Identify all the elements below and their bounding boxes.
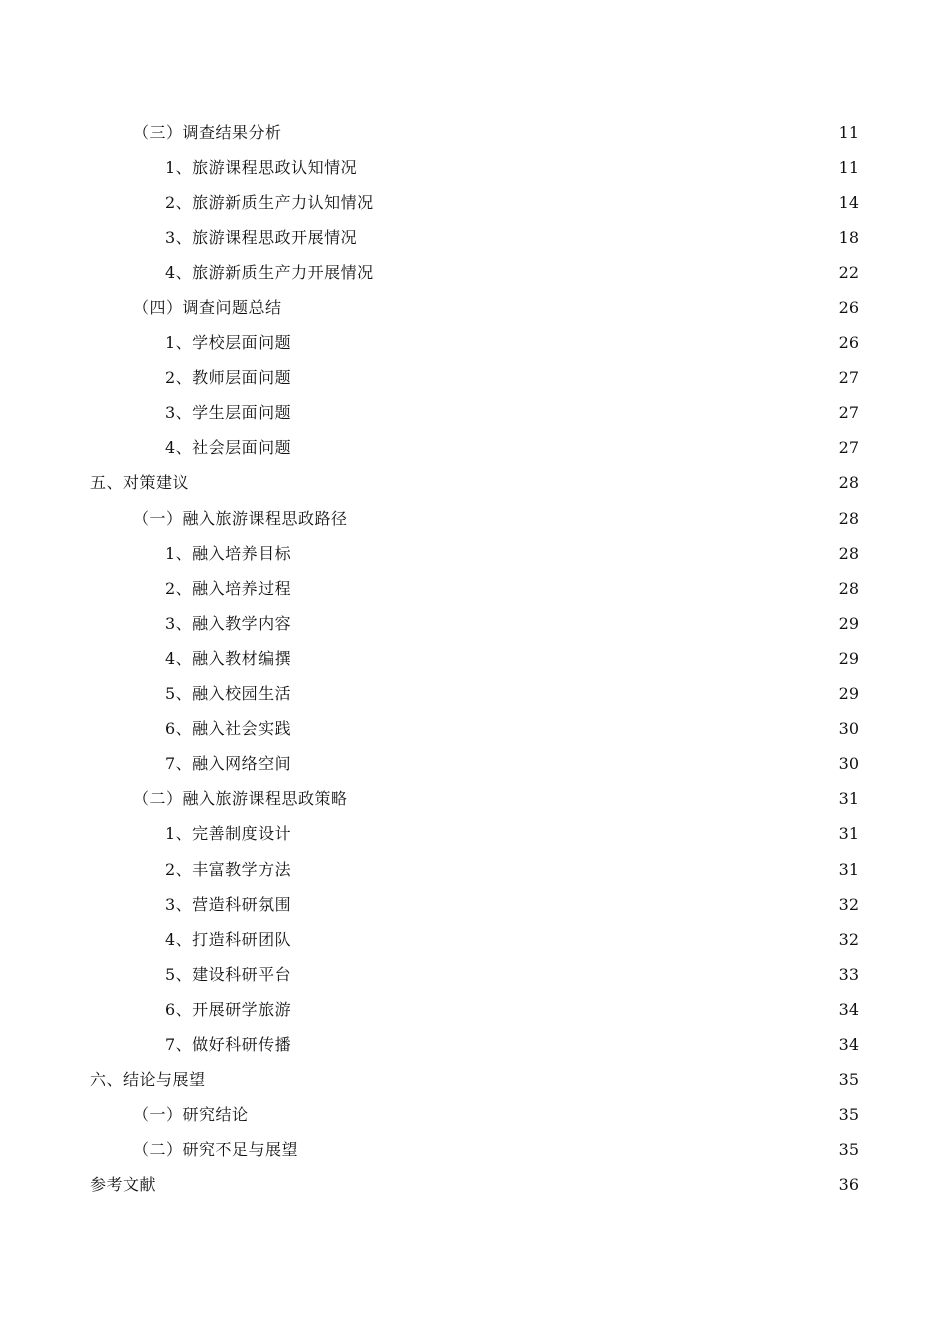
toc-entry[interactable] (0, 185, 950, 220)
toc-entry-title: 4、旅游新质生产力开展情况 (165, 262, 374, 282)
toc-entry-title: 六、结论与展望 (90, 1070, 206, 1090)
table-of-contents (0, 115, 950, 1203)
dot-leader (212, 1070, 827, 1090)
toc-entry-title: 5、建设科研平台 (165, 964, 292, 984)
toc-entry-page-number: 32 (838, 894, 859, 914)
toc-entry[interactable] (0, 1168, 950, 1203)
toc-entry-title: 4、融入教材编撰 (165, 648, 292, 668)
toc-entry[interactable] (0, 1027, 950, 1062)
dot-leader (380, 263, 827, 283)
dot-leader (297, 403, 827, 423)
toc-entry-page-number: 31 (838, 824, 859, 844)
toc-entry-page-number: 33 (838, 964, 859, 984)
toc-entry[interactable] (0, 290, 950, 325)
toc-entry[interactable] (0, 1133, 950, 1168)
toc-entry[interactable] (0, 677, 950, 712)
dot-leader (297, 860, 827, 880)
toc-entry-title: 五、对策建议 (90, 473, 190, 493)
dot-leader (363, 158, 827, 178)
toc-entry[interactable] (0, 782, 950, 817)
toc-entry-page-number: 30 (838, 754, 859, 774)
toc-entry[interactable] (0, 1063, 950, 1098)
toc-entry-title: 3、融入教学内容 (165, 613, 292, 633)
toc-entry-page-number: 30 (838, 719, 859, 739)
dot-leader (162, 1175, 827, 1195)
toc-entry-page-number: 31 (838, 789, 859, 809)
dot-leader (297, 544, 827, 564)
toc-entry-title: 1、融入培养目标 (165, 543, 292, 563)
toc-entry-page-number: 11 (838, 157, 859, 177)
toc-entry-page-number: 22 (838, 262, 859, 282)
toc-entry-page-number: 34 (838, 1034, 859, 1054)
toc-entry-title: 3、学生层面问题 (165, 403, 292, 423)
dot-leader (297, 824, 827, 844)
toc-entry[interactable] (0, 220, 950, 255)
toc-entry-title: 6、开展研学旅游 (165, 999, 292, 1019)
toc-entry-page-number: 35 (838, 1140, 859, 1160)
toc-entry[interactable] (0, 255, 950, 290)
dot-leader (380, 193, 827, 213)
toc-entry[interactable] (0, 326, 950, 361)
toc-entry-title: 4、社会层面问题 (165, 438, 292, 458)
dot-leader (297, 649, 827, 669)
toc-entry[interactable] (0, 361, 950, 396)
toc-entry-page-number: 36 (838, 1175, 859, 1195)
toc-entry-title: 2、旅游新质生产力认知情况 (165, 192, 374, 212)
toc-entry[interactable] (0, 150, 950, 185)
toc-entry-title: （二）融入旅游课程思政策略 (133, 789, 348, 809)
toc-entry-page-number: 32 (838, 929, 859, 949)
toc-entry-page-number: 29 (838, 648, 859, 668)
dot-leader (288, 298, 827, 318)
toc-entry-title: 1、完善制度设计 (165, 824, 292, 844)
toc-entry[interactable] (0, 852, 950, 887)
toc-entry[interactable] (0, 606, 950, 641)
toc-entry-page-number: 11 (838, 122, 859, 142)
toc-entry-page-number: 28 (838, 473, 859, 493)
toc-entry-title: 1、旅游课程思政认知情况 (165, 157, 358, 177)
toc-entry[interactable] (0, 115, 950, 150)
toc-entry-title: 2、丰富教学方法 (165, 859, 292, 879)
toc-entry-title: 6、融入社会实践 (165, 719, 292, 739)
toc-entry-page-number: 26 (838, 298, 859, 318)
toc-entry-page-number: 34 (838, 999, 859, 1019)
toc-entry-title: 3、营造科研氛围 (165, 894, 292, 914)
toc-entry[interactable] (0, 536, 950, 571)
toc-entry-page-number: 31 (838, 859, 859, 879)
dot-leader (297, 579, 827, 599)
toc-entry-page-number: 28 (838, 578, 859, 598)
toc-entry-title: （一）研究结论 (133, 1105, 249, 1125)
toc-entry[interactable] (0, 887, 950, 922)
toc-entry[interactable] (0, 466, 950, 501)
toc-entry-title: 2、教师层面问题 (165, 368, 292, 388)
dot-leader (297, 333, 827, 353)
dot-leader (255, 1105, 827, 1125)
toc-entry-page-number: 18 (838, 227, 859, 247)
toc-entry[interactable] (0, 817, 950, 852)
dot-leader (195, 473, 827, 493)
toc-entry[interactable] (0, 641, 950, 676)
dot-leader (297, 368, 827, 388)
toc-entry-title: 5、融入校园生活 (165, 684, 292, 704)
toc-entry-page-number: 27 (838, 403, 859, 423)
toc-entry[interactable] (0, 957, 950, 992)
toc-entry-page-number: 35 (838, 1105, 859, 1125)
dot-leader (297, 438, 827, 458)
toc-entry-page-number: 26 (838, 333, 859, 353)
dot-leader (297, 614, 827, 634)
toc-entry-page-number: 28 (838, 543, 859, 563)
toc-entry-title: 2、融入培养过程 (165, 578, 292, 598)
dot-leader (363, 228, 827, 248)
toc-entry-title: （三）调查结果分析 (133, 122, 282, 142)
toc-entry-title: 3、旅游课程思政开展情况 (165, 227, 358, 247)
toc-entry-title: 4、打造科研团队 (165, 929, 292, 949)
toc-entry-page-number: 29 (838, 613, 859, 633)
dot-leader (297, 754, 827, 774)
toc-entry-title: 参考文献 (90, 1175, 157, 1195)
toc-entry-title: （一）融入旅游课程思政路径 (133, 508, 348, 528)
dot-leader (288, 123, 827, 143)
dot-leader (297, 895, 827, 915)
toc-entry-page-number: 27 (838, 368, 859, 388)
dot-leader (354, 509, 827, 529)
toc-entry-title: （二）研究不足与展望 (133, 1140, 299, 1160)
toc-entry-page-number: 29 (838, 684, 859, 704)
dot-leader (297, 719, 827, 739)
dot-leader (297, 1000, 827, 1020)
toc-entry-title: 1、学校层面问题 (165, 333, 292, 353)
dot-leader (297, 684, 827, 704)
toc-entry-page-number: 14 (838, 192, 859, 212)
toc-entry-page-number: 27 (838, 438, 859, 458)
dot-leader (297, 965, 827, 985)
toc-entry[interactable] (0, 992, 950, 1027)
dot-leader (304, 1140, 827, 1160)
toc-entry[interactable] (0, 501, 950, 536)
toc-entry[interactable] (0, 396, 950, 431)
dot-leader (297, 1035, 827, 1055)
toc-entry-title: 7、融入网络空间 (165, 754, 292, 774)
toc-entry[interactable] (0, 1098, 950, 1133)
dot-leader (354, 789, 827, 809)
toc-entry[interactable] (0, 571, 950, 606)
toc-entry-page-number: 35 (838, 1070, 859, 1090)
toc-entry[interactable] (0, 922, 950, 957)
toc-entry-page-number: 28 (838, 508, 859, 528)
toc-entry[interactable] (0, 712, 950, 747)
dot-leader (297, 930, 827, 950)
toc-entry-title: （四）调查问题总结 (133, 298, 282, 318)
toc-entry[interactable] (0, 747, 950, 782)
toc-entry-title: 7、做好科研传播 (165, 1034, 292, 1054)
toc-entry[interactable] (0, 431, 950, 466)
